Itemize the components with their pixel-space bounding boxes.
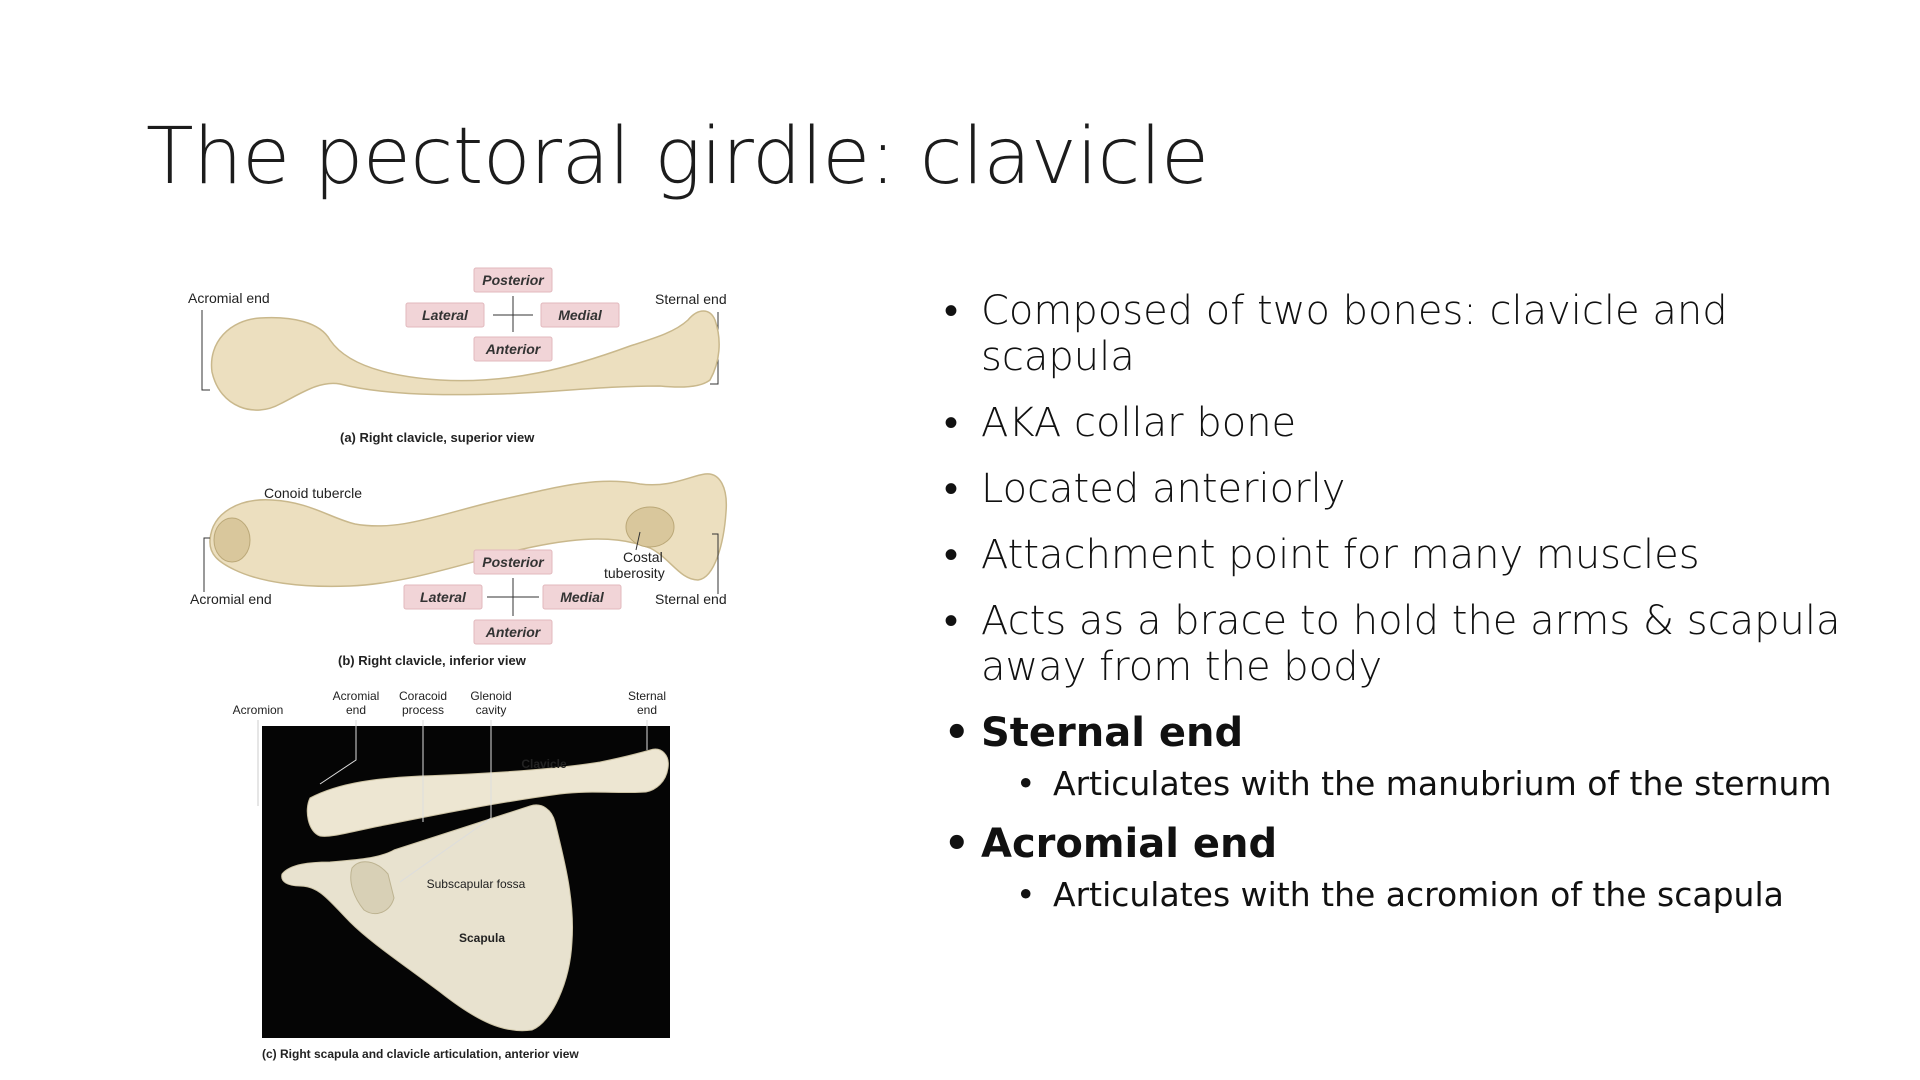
clavicle-illustration: [180, 262, 760, 1062]
clavicle-figure: [180, 262, 760, 1062]
inferior-sternal-end-label: Sternal end: [655, 591, 727, 607]
inferior-lateral-label: Lateral: [420, 589, 466, 605]
superior-anterior-label: Anterior: [485, 341, 541, 357]
bullet-brace: • Acts as a brace to hold the arms & scapula away from the body: [944, 598, 1844, 690]
superior-direction-compass: [406, 268, 619, 361]
superior-caption: (a) Right clavicle, superior view: [340, 430, 535, 445]
inferior-acromial-leader: [204, 538, 210, 592]
bullet-located: • Located anteriorly: [944, 466, 1844, 512]
inferior-caption: (b) Right clavicle, inferior view: [338, 653, 526, 668]
bullet-list: [944, 288, 1844, 932]
glenoid-label-2: cavity: [475, 703, 507, 717]
bullet-sternal-end: • Sternal end: [944, 710, 1844, 756]
photo-caption: (c) Right scapula and clavicle articulation, anterior view: [262, 1047, 579, 1061]
photo-acromial-end-label-2: end: [345, 703, 367, 717]
photo-acromial-end-label-1: Acromial: [332, 689, 380, 703]
slide-title: The pectoral girdle: clavicle: [146, 112, 1209, 202]
superior-medial-label: Medial: [558, 307, 602, 323]
superior-acromial-leader: [202, 310, 210, 390]
bullet-acromial-end: • Acromial end: [944, 821, 1844, 867]
photo-sternal-end-label-2: end: [636, 703, 658, 717]
acromion-label: Acromion: [232, 703, 284, 717]
glenoid-label-1: Glenoid: [470, 689, 512, 703]
superior-posterior-label: Posterior: [482, 272, 544, 288]
subscapular-fossa-label: Subscapular fossa: [426, 877, 526, 891]
inferior-acromial-end-label: Acromial end: [190, 591, 272, 607]
superior-sternal-end-label: Sternal end: [655, 291, 727, 307]
costal-tuberosity-mark: [626, 507, 674, 547]
bullet-attachment: • Attachment point for many muscles: [944, 532, 1844, 578]
inferior-medial-label: Medial: [560, 589, 604, 605]
acromial-facet-mark: [214, 518, 250, 562]
photo-sternal-end-label-1: Sternal: [627, 689, 667, 703]
clavicle-photo-label: Clavicle: [521, 757, 567, 771]
subbullet-acromial-end: • Articulates with the acromion of the scapula: [1016, 875, 1844, 914]
subbullet-sternal-end: • Articulates with the manubrium of the sternum: [1016, 764, 1844, 803]
coracoid-label-1: Coracoid: [398, 689, 448, 703]
costal-tuberosity-label-1: Costal: [623, 549, 663, 565]
inferior-anterior-label: Anterior: [485, 624, 541, 640]
bullet-composed: • Composed of two bones: clavicle and scapula: [944, 288, 1844, 380]
bullet-aka: • AKA collar bone: [944, 400, 1844, 446]
superior-lateral-label: Lateral: [422, 307, 468, 323]
superior-acromial-end-label: Acromial end: [188, 290, 270, 306]
conoid-tubercle-label: Conoid tubercle: [264, 485, 363, 501]
coracoid-label-2: process: [401, 703, 445, 717]
scapula-photo-label: Scapula: [458, 931, 506, 945]
inferior-posterior-label: Posterior: [482, 554, 544, 570]
costal-tuberosity-label-2: tuberosity: [604, 565, 665, 581]
